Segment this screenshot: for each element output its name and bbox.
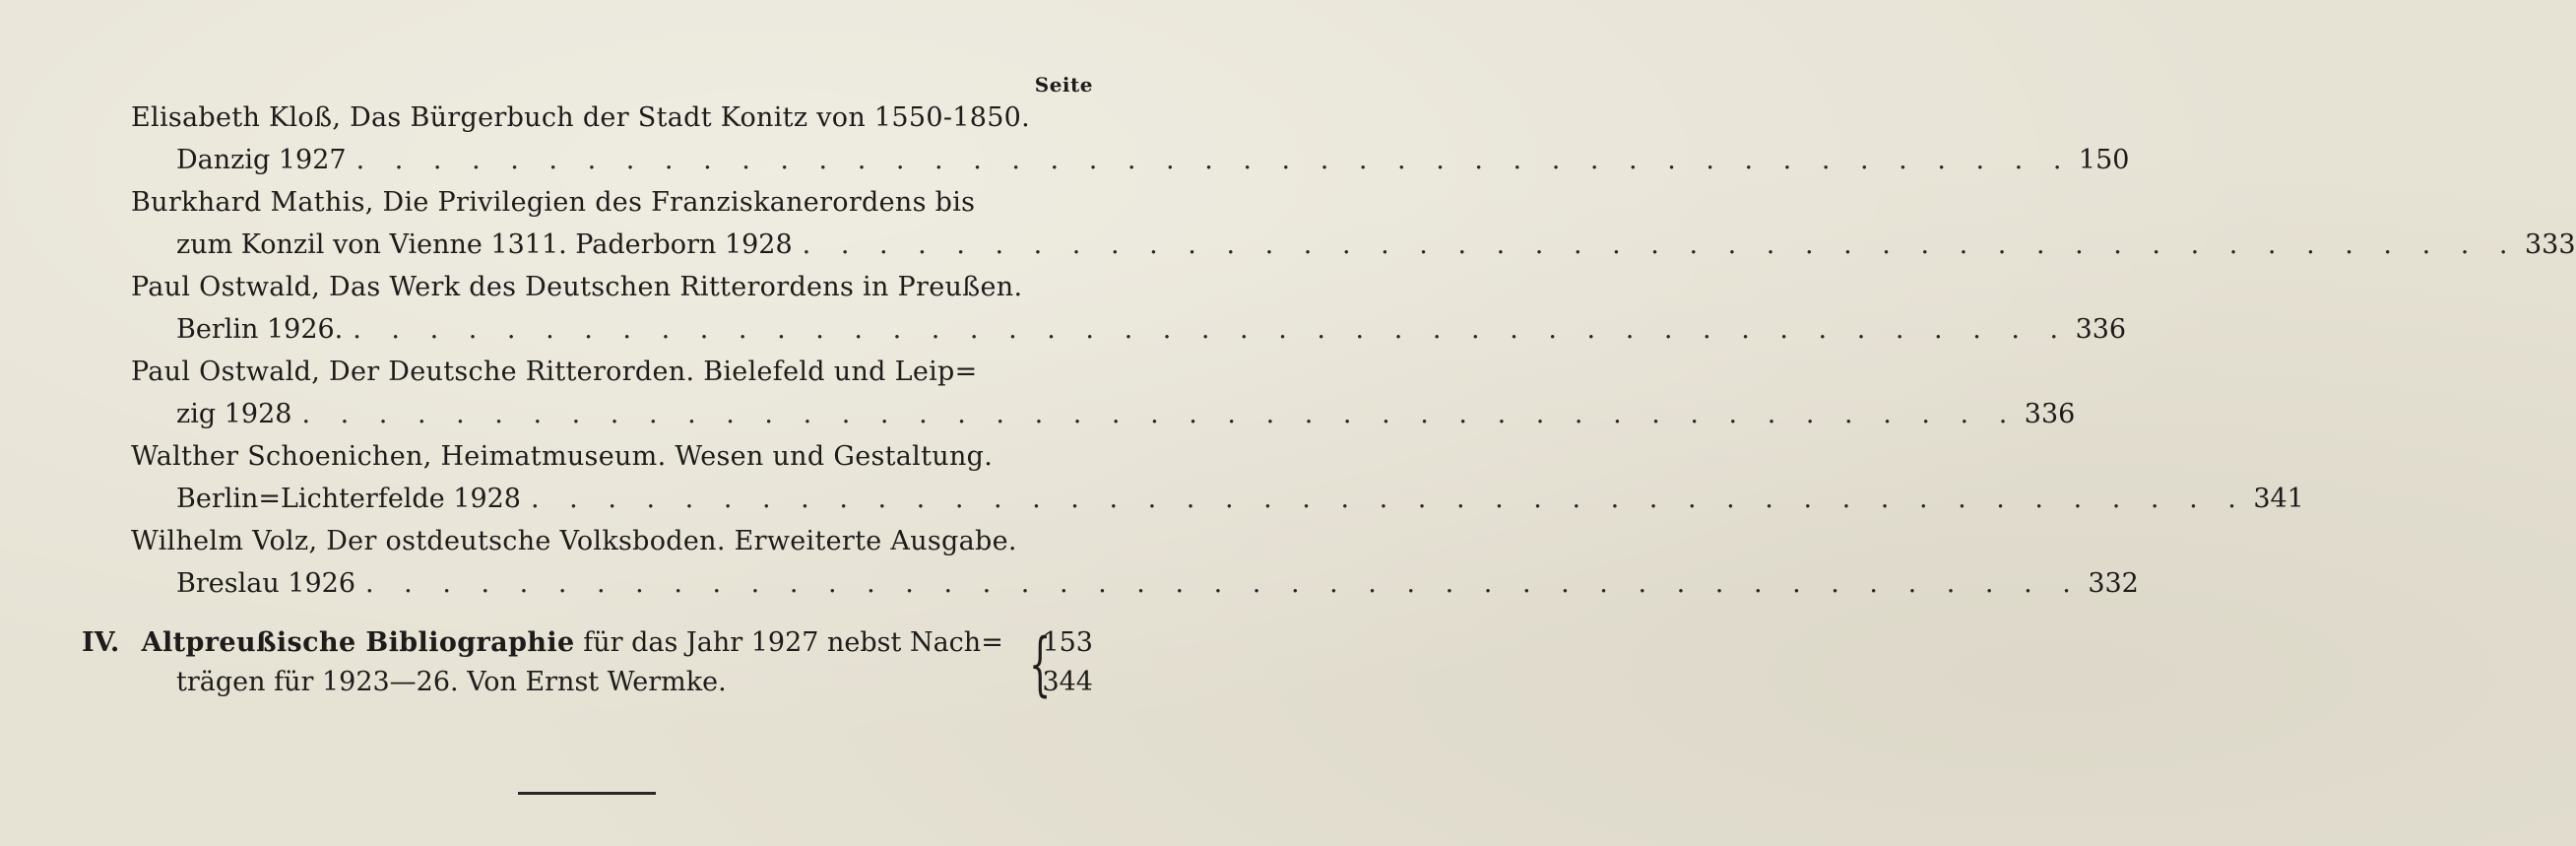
entry-list (131, 97, 2576, 605)
entry-citation: Paul Ostwald, Der Deutsche Ritterorden. Bielefeld und Leip= (131, 357, 978, 387)
entry-page-number: 332 (2088, 568, 2139, 599)
dot-leader: . . . . . . . . . . . . . . . . . . . . . . . . . . . . . . . . . . . . . . . . . . . . . (301, 399, 2019, 429)
section-page-start: 153 (1042, 627, 1093, 658)
entry-citation: Walther Schoenichen, Heimatmuseum. Wesen und Gestaltung. (131, 441, 994, 472)
entry-citation: Paul Ostwald, Das Werk des Deutschen Ritterordens in Preußen. (131, 272, 1023, 302)
list-item (131, 435, 2304, 520)
entry-page-number: 341 (2253, 484, 2304, 514)
list-item (131, 266, 2127, 351)
page-column-header: Seite (1034, 73, 1093, 97)
section-page-end: 344 (1042, 667, 1093, 697)
closing-rule (518, 792, 656, 795)
entry-page-number: 336 (2024, 399, 2076, 429)
entry-publication: Berlin=Lichterfelde 1928 (176, 484, 521, 514)
entry-citation: Wilhelm Volz, Der ostdeutsche Volksboden. Erweiterte Ausgabe. (131, 526, 1017, 556)
brace-symbol: { (1029, 623, 1052, 704)
list-item (131, 520, 2139, 605)
dot-leader: . . . . . . . . . . . . . . . . . . . . . . . . . . . . . . . . . . . . . . . . . . . . . (353, 314, 2070, 345)
dot-leader: . . . . . . . . . . . . . . . . . . . . . . . . . . . . . . . . . . . . . . . . . . . . . (355, 145, 2073, 175)
section-numeral: IV. (82, 627, 120, 658)
entry-page-number: 150 (2078, 145, 2130, 175)
entry-publication: Berlin 1926. (176, 314, 344, 345)
list-item (131, 97, 2130, 181)
entry-page-number: 333 (2524, 229, 2576, 260)
dot-leader: . . . . . . . . . . . . . . . . . . . . . . . . . . . . . . . . . . . . . . . . . . . . . (365, 568, 2082, 599)
section-iv (82, 623, 1093, 702)
entry-publication: zig 1928 (176, 399, 292, 429)
dot-leader: . . . . . . . . . . . . . . . . . . . . . . . . . . . . . . . . . . . . . . . . . . . . . (531, 484, 2247, 514)
entry-citation: Elisabeth Kloß, Das Bürgerbuch der Stadt Konitz von 1550-1850. (131, 102, 1031, 133)
dot-leader: . . . . . . . . . . . . . . . . . . . . . . . . . . . . . . . . . . . . . . . . . . . . . (802, 229, 2519, 260)
entry-publication: zum Konzil von Vienne 1311. Paderborn 1928 (176, 229, 793, 260)
list-item (131, 351, 2076, 435)
entry-publication: Breslau 1926 (176, 568, 355, 599)
section-title: Altpreußische Bibliographie (141, 627, 575, 658)
entry-page-number: 336 (2075, 314, 2127, 345)
section-page-numbers (1034, 623, 1093, 702)
section-description: für das Jahr 1927 nebst Nach= (583, 627, 1003, 658)
entry-publication: Danzig 1927 (176, 145, 347, 175)
entry-citation: Burkhard Mathis, Die Privilegien des Franziskanerordens bis (131, 187, 976, 218)
section-description-continued: trägen für 1923—26. Von Ernst Wermke. (176, 667, 727, 697)
list-item (131, 181, 2576, 266)
